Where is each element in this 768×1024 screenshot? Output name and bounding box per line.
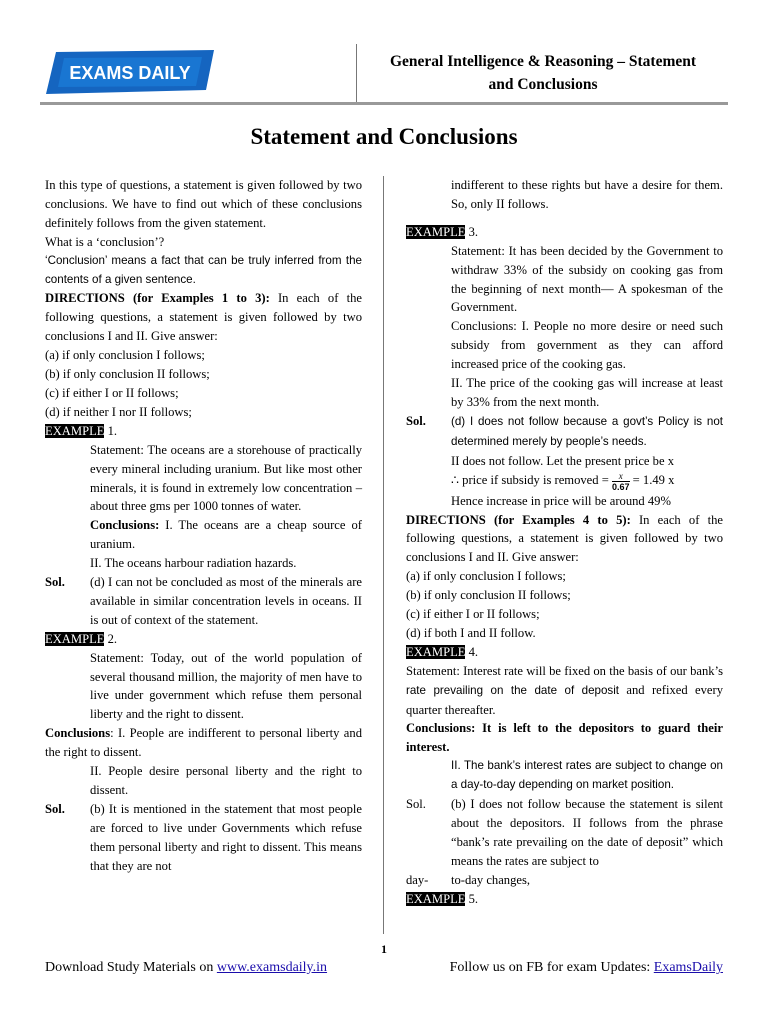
example-2-number: 2.	[104, 631, 118, 646]
example-4-badge: EXAMPLE	[406, 644, 466, 659]
example-3-statement: Statement: It has been decided by the Government to withdraw 33% of the subsidy on cooking gas from the beginning of next month— A spokesman of the Government.	[451, 243, 723, 315]
example-4-heading	[406, 643, 723, 662]
option-d: (d) if both I and II follow.	[406, 625, 536, 640]
website-link[interactable]: www.examsdaily.in	[216, 960, 328, 975]
right-column	[406, 176, 723, 909]
footer-left: Download Study Materials on www.examsdaily.in	[45, 960, 328, 975]
conclusions-label: Conclusions:	[90, 518, 160, 533]
sol-label: Sol.	[406, 797, 426, 812]
option-c: (c) if either I or II follows;	[45, 385, 179, 400]
solution-tail-label: day-	[406, 872, 429, 887]
solution-price-line: ∴ price if subsidy is removed = $\frac{x}{0.67}$ = 1.49 x	[451, 470, 675, 492]
conclusions-label: Conclusions	[45, 726, 111, 741]
example-2-badge: EXAMPLE	[45, 631, 105, 646]
example-4-statement: Statement: Interest rate will be fixed on the basis of our bank’s rate prevailing on the date of deposit and refixed every quarter thereafter.	[406, 663, 723, 717]
directions-4-5	[406, 511, 723, 568]
example-1-badge: EXAMPLE	[45, 423, 105, 438]
example-4-solution-tail	[406, 871, 723, 890]
left-column	[45, 176, 362, 876]
fraction: $\frac{x}{0.67}$	[611, 470, 630, 492]
solution-text-2: II does not follow. Let the present price be x	[451, 453, 674, 468]
footer-right: Follow us on FB for exam Updates: ExamsDaily	[449, 960, 723, 975]
example-2-conclusion-2: II. People desire personal liberty and the right to dissent.	[90, 764, 362, 797]
directions-1-3	[45, 289, 362, 346]
option-a: (a) if only conclusion I follows;	[406, 569, 566, 584]
example-3-heading	[406, 223, 723, 242]
option-a: (a) if only conclusion I follows;	[45, 348, 205, 363]
page-number: 1	[381, 942, 387, 956]
conclusion-text: : I. People are indifferent to personal liberty and the right to dissent.	[45, 726, 362, 760]
solution-tail-text: to-day changes,	[451, 872, 531, 887]
solution-text-4: Hence increase in price will be around 49%	[451, 493, 671, 508]
conclusion-question: What is a ‘conclusion’?	[45, 234, 165, 249]
document-title: Statement and Conclusions	[250, 124, 518, 149]
example-3-badge: EXAMPLE	[406, 224, 466, 239]
conclusion-definition: ‘Conclusion’ means a fact that can be truly inferred from the contents of a given sentence.	[45, 253, 362, 286]
example-1-solution	[45, 573, 362, 630]
option-b: (b) if only conclusion II follows;	[406, 588, 571, 603]
example-5-badge: EXAMPLE	[406, 891, 466, 906]
solution-text: (b) I does not follow because the statement is silent about the depositors. II follows from the phrase “bank’s rate prevailing on the date of deposit” which means the rates are subject to	[451, 797, 723, 868]
option-c: (c) if either I or II follows;	[406, 607, 540, 622]
sol-label: Sol.	[45, 575, 65, 590]
example-4-conclusion-1: Conclusions: It is left to the depositors to guard their interest.	[406, 721, 723, 755]
column-divider	[383, 176, 384, 934]
option-b: (b) if only conclusion II follows;	[45, 367, 210, 382]
header-title-line1: General Intelligence & Reasoning – Statement	[389, 53, 697, 70]
example-3-conclusion-1: Conclusions: I. People no more desire or need such subsidy from government as they can afford increased price of the cooking gas.	[451, 319, 723, 372]
header-title-line2: and Conclusions	[488, 76, 598, 93]
sol-label: Sol.	[45, 801, 65, 816]
option-d: (d) if neither I nor II follows;	[45, 404, 192, 419]
logo-text: EXAMS DAILY	[69, 63, 191, 83]
example-5-heading	[406, 890, 723, 909]
sol-label: Sol.	[406, 413, 426, 428]
example-2-heading	[45, 630, 362, 649]
header-divider	[356, 44, 357, 102]
example-2-statement: Statement: Today, out of the world population of several thousand million, the majority of men have to live under government which refuse them personal liberty and the right to dissent.	[90, 650, 362, 722]
example-1-number: 1.	[104, 423, 118, 438]
example-4-number: 4.	[465, 644, 479, 659]
solution-text: (b) It is mentioned in the statement that most people are forced to live under Governments which refuse them personal liberty and right to dissent. This means that they are not	[90, 801, 362, 873]
facebook-link[interactable]: ExamsDaily	[653, 960, 723, 975]
intro-paragraph: In this type of questions, a statement is given followed by two conclusions. We have to find out which of these conclusions definitely follows from the given statement.	[45, 178, 362, 230]
example-1-statement: Statement: The oceans are a storehouse of practically every mineral including uranium. But like most other minerals, it is found in extremely low concentration –about three gms per 1000 tonnes of water.	[90, 442, 362, 514]
solution-text: (d) I can not be concluded as most of the minerals are available in similar concentration levels in oceans. II is out of context of the statement.	[90, 575, 362, 627]
example-3-conclusion-2: II. The price of the cooking gas will increase at least by 33% from the next month.	[451, 376, 723, 409]
example-1-conclusion-1	[45, 516, 362, 554]
example-1-conclusion-2: II. The oceans harbour radiation hazards.	[90, 556, 297, 571]
directions-text: In each of the following questions, a statement is given followed by two conclusions I and II. Give answer:	[45, 291, 362, 344]
example-3-solution	[406, 412, 723, 511]
directions-label: DIRECTIONS (for Examples 1 to 3):	[45, 291, 270, 306]
example-1-heading	[45, 422, 362, 441]
example-5-number: 5.	[465, 891, 479, 906]
header-title	[362, 50, 724, 96]
example-3-number: 3.	[465, 224, 479, 239]
example-4-conclusion-2: II. The bank’s interest rates are subject to change on a day-to-day depending on market position.	[451, 759, 723, 792]
example-2-solution	[45, 800, 362, 876]
example-2-solution-continued: indifferent to these rights but have a desire for them. So, only II follows.	[451, 178, 723, 211]
examsdaily-logo	[46, 50, 214, 94]
solution-text: (d) I does not follow because a govt’s Policy is not determined merely by people’s needs.	[451, 414, 723, 448]
header-rule	[40, 102, 728, 105]
conclusion-text: I. The oceans are a cheap source of uranium.	[90, 518, 362, 552]
directions-text: In each of the following questions, a statement is given followed by two conclusions I and II. Give answer:	[406, 512, 723, 565]
example-4-solution	[406, 795, 723, 871]
example-2-conclusion-1	[45, 724, 362, 762]
directions-label: DIRECTIONS (for Examples 4 to 5):	[406, 512, 631, 527]
